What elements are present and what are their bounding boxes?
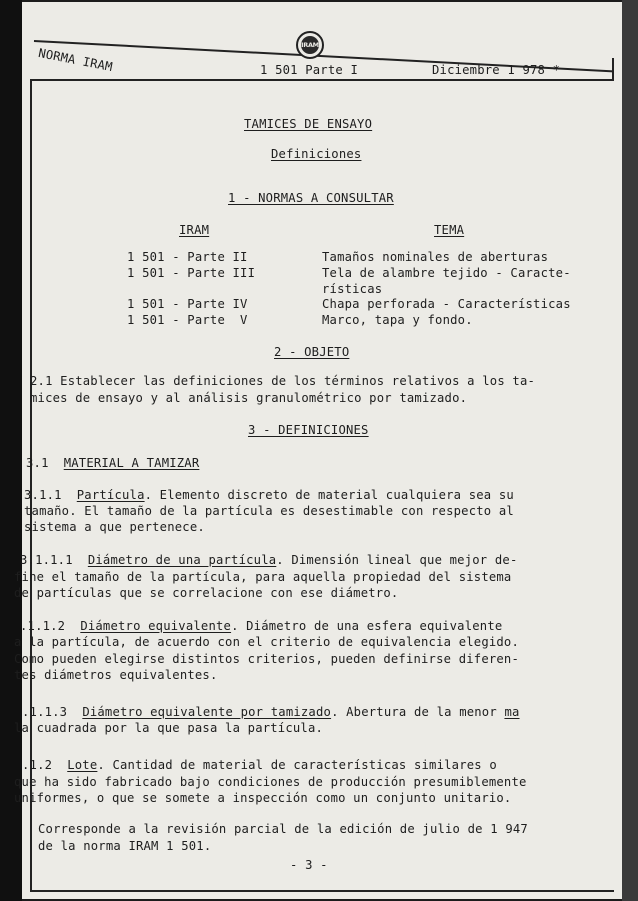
column-header-iram: IRAM: [179, 223, 210, 237]
section3-1-1-2-line3: Como pueden elegirse distintos criterios, pueden definirse diferen-: [14, 652, 520, 666]
section3-1-1-1-line2: fine el tamaño de la partícula, para aquella propiedad del sistema: [14, 570, 512, 584]
document-date: Diciembre 1 978 *: [432, 63, 561, 77]
section-text: . Elemento discreto de material cualquiera sea su: [144, 488, 514, 502]
section-number: 3.1.1.1: [20, 553, 73, 567]
section-text: . Cantidad de material de características similares o: [97, 758, 497, 772]
section-text-tail: ma: [504, 705, 520, 719]
section3-1-1-3-line1: [22, 704, 520, 720]
section-number: .1.1.2: [20, 619, 66, 633]
norma-iram-label: NORMA IRAM: [37, 45, 114, 75]
iram-logo: [296, 31, 324, 59]
table-row-tema: Tela de alambre tejido - Caracte-: [322, 266, 571, 280]
section-number: 3.1: [26, 456, 49, 470]
section3-1-1-1-line1: [20, 552, 517, 568]
document-subtitle: Definiciones: [271, 147, 362, 161]
iram-logo-text: IRAM: [301, 36, 319, 54]
section3-1-2-line1: [22, 757, 497, 773]
section3-1-heading: [26, 455, 199, 471]
section1-heading: [228, 190, 394, 206]
table-row-tema: Tamaños nominales de aberturas: [322, 250, 549, 264]
section3-1-1-2-line4: tes diámetros equivalentes.: [14, 668, 218, 682]
scan-shadow-left: [0, 0, 22, 901]
header-right-rule: [612, 58, 614, 80]
table-row-iram: 1 501 - Parte V: [127, 313, 248, 327]
section3-1-1-1-line3: de partículas que se correlacione con ese diámetro.: [14, 586, 399, 600]
section1-heading-text: 1 - NORMAS A CONSULTAR: [228, 191, 394, 205]
section3-1-1-2-line2: a la partícula, de acuerdo con el criterio de equivalencia elegido.: [14, 635, 520, 649]
section-text: . Dimensión lineal que mejor de-: [276, 553, 518, 567]
section3-1-1-line2: tamaño. El tamaño de la partícula es desestimable con respecto al: [24, 504, 514, 518]
section2-1-line1: [30, 373, 535, 389]
table-row-iram: 1 501 - Parte IV: [127, 297, 248, 311]
scan-shadow-right: [622, 0, 638, 901]
section-number: .1.2: [22, 758, 53, 772]
page-number: - 3 -: [290, 858, 328, 872]
defined-term: Diámetro de una partícula: [87, 553, 277, 567]
defined-term: Lote: [67, 758, 98, 772]
table-row-iram: 1 501 - Parte III: [127, 266, 256, 280]
section-number: 3.1.1: [24, 488, 62, 502]
section-number: .1.1.3: [22, 705, 68, 719]
section3-heading: 3 - DEFINICIONES: [248, 423, 369, 437]
table-row-tema: Marco, tapa y fondo.: [322, 313, 473, 327]
section-number: 2.1: [30, 374, 53, 388]
section2-1-line2: mices de ensayo y al análisis granulométrico por tamizado.: [30, 391, 468, 405]
document-title: TAMICES DE ENSAYO: [244, 117, 373, 131]
defined-term: Diámetro equivalente: [80, 619, 232, 633]
section3-1-2-line3: uniformes, o que se somete a inspección como un conjunto unitario.: [14, 791, 512, 805]
footnote-line2: de la norma IRAM 1 501.: [38, 839, 212, 853]
section3-1-1-line1: [24, 487, 514, 503]
column-header-tema: TEMA: [434, 223, 465, 237]
table-row-tema: Chapa perforada - Características: [322, 297, 571, 311]
footnote-line1: Corresponde a la revisión parcial de la edición de julio de 1 947: [38, 822, 528, 836]
table-row-tema: rísticas: [322, 282, 383, 296]
page-bottom-rule: [30, 890, 614, 892]
defined-term: Diámetro equivalente por tamizado: [82, 705, 332, 719]
section3-1-1-2-line1: [20, 618, 502, 634]
section-text: Establecer las definiciones de los términos relativos a los ta-: [52, 374, 536, 388]
section-text: . Abertura de la menor: [331, 705, 505, 719]
section2-heading: 2 - OBJETO: [274, 345, 350, 359]
section-title: MATERIAL A TAMIZAR: [63, 456, 200, 470]
header-bottom-rule: [30, 79, 614, 81]
section3-1-1-3-line2: la cuadrada por la que pasa la partícula.: [14, 721, 324, 735]
section3-1-2-line2: que ha sido fabricado bajo condiciones de producción presumiblemente: [14, 775, 527, 789]
table-row-iram: 1 501 - Parte II: [127, 250, 248, 264]
section3-1-1-line3: sistema a que pertenece.: [24, 520, 205, 534]
defined-term: Partícula: [76, 488, 145, 502]
standard-number: 1 501 Parte I: [260, 63, 358, 77]
section-text: . Diámetro de una esfera equivalente: [231, 619, 503, 633]
